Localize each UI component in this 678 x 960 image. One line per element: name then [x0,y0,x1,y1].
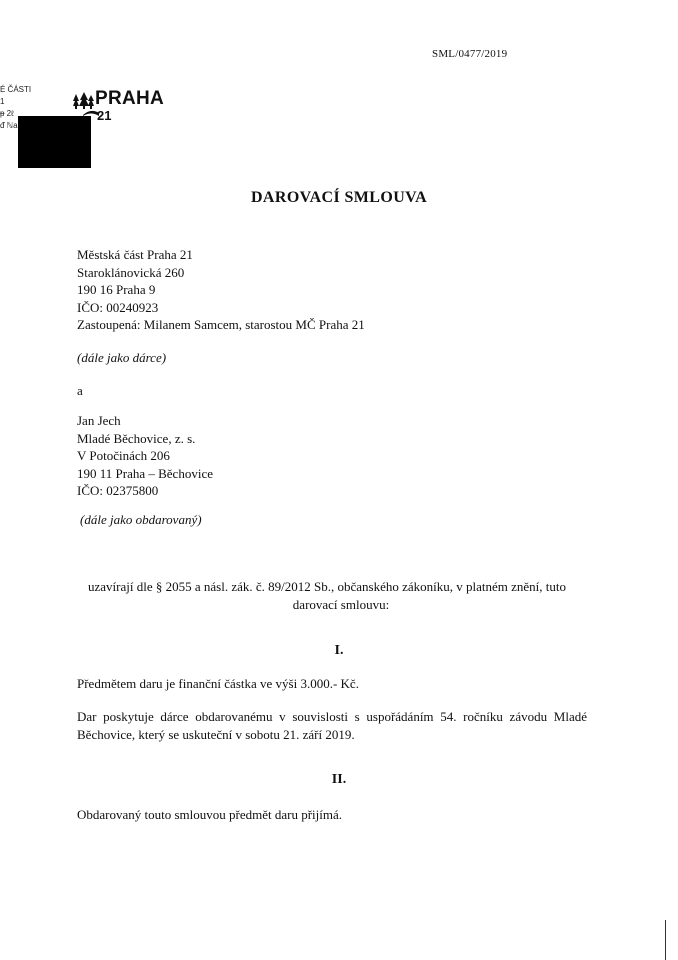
recipient-role: (dále jako obdarovaný) [80,512,202,527]
recipient-line: V Potočinách 206 [77,448,170,463]
stamp-line: 1 [0,97,5,106]
donor-line: 190 16 Praha 9 [77,282,156,297]
donor-line: IČO: 00240923 [77,299,159,315]
stamp-line: É ČÁSTI [0,85,32,94]
logo-name: PRAHA [95,88,165,109]
intro-line: uzavírají dle § 2055 a násl. zák. č. 89/2012 Sb., občanského zákoníku, v platném znění, tuto [88,579,566,594]
section-paragraph: Obdarovaný touto smlouvou předmět daru přijímá. [77,807,343,822]
intro-paragraph [88,578,588,613]
recipient-block [77,412,213,500]
reference-number: SML/0477/2019 [432,48,508,60]
recipient-line: Jan Jech [77,413,121,428]
section-heading: II. [331,772,347,787]
donor-line: Městská část Praha 21 [77,247,193,262]
recipient-line: Mladé Běchovice, z. s. [77,430,196,446]
logo-number: 21 [97,108,112,123]
donor-role: (dále jako dárce) [77,350,167,365]
stamp-line: ᵭ ℕa [0,121,18,130]
praha21-logo [73,88,173,124]
margin-mark [665,920,666,960]
donor-line: Staroklánovická 260 [77,264,185,280]
recipient-line: IČO: 02375800 [77,483,159,498]
recipient-line: 190 11 Praha – Běchovice [77,465,213,481]
section-paragraph: Předmětem daru je finanční částka ve výši 3.000.- Kč. [77,676,359,691]
donor-block [77,246,365,334]
conjunction: a [77,383,83,398]
stamp-line: ᵽ 2ℓ [0,109,14,118]
section-paragraph: Dar poskytuje dárce obdarovanému v souvislosti s uspořádáním 54. ročníku závodu Mladé Běchovice, který se uskuteční v sobotu 21. září 2019. [77,709,587,742]
section-heading: I. [334,643,344,658]
document-title: DAROVACÍ SMLOUVA [250,189,428,206]
intro-line: darovací smlouvu: [292,596,390,612]
donor-line: Zastoupená: Milanem Samcem, starostou MČ Praha 21 [77,317,365,332]
trees-icon [73,92,95,110]
